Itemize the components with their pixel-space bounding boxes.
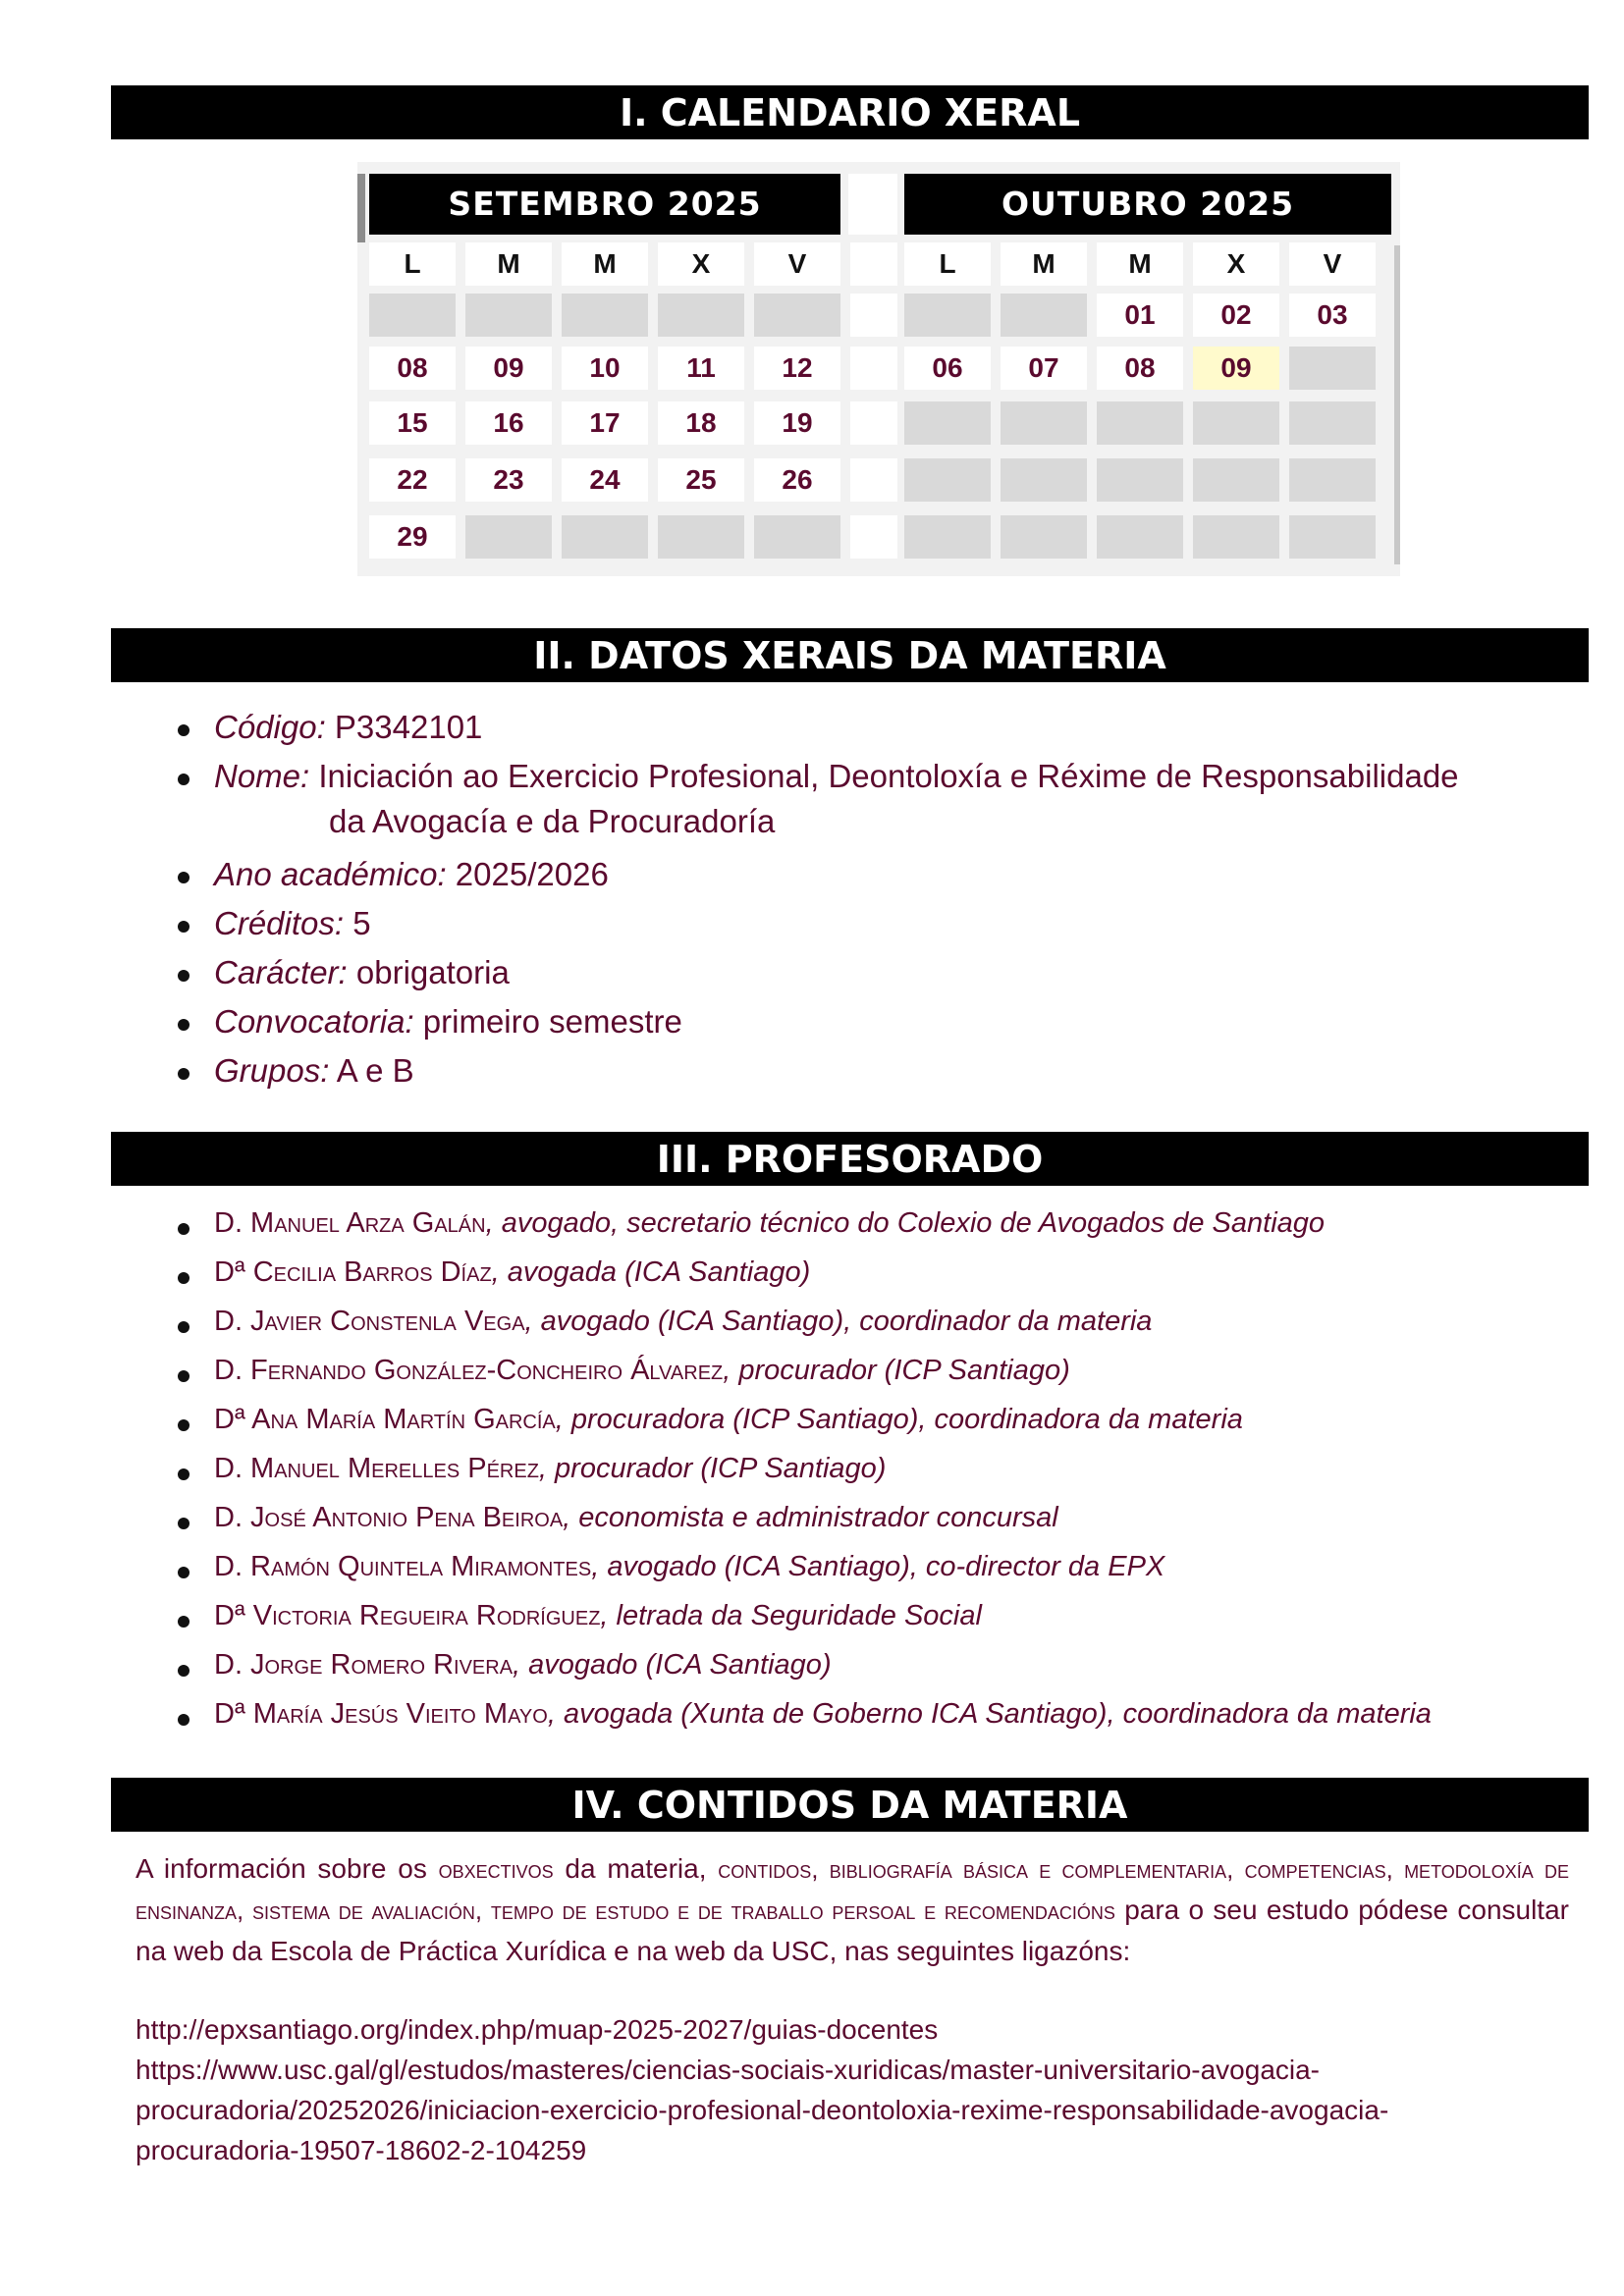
calendar-weekday-header: M [1097,242,1183,286]
profesor-role: , avogado (ICA Santiago), coordinador da materia [524,1306,1153,1337]
calendar-weekday-header: M [465,242,552,286]
profesor-role: , procuradora (ICP Santiago), coordinadora da materia [555,1404,1243,1435]
calendar-gap-cell [850,347,897,390]
datos-convocatoria: Convocatoria: primeiro semestre [214,1003,682,1040]
section-title-datos: II. DATOS XERAIS DA MATERIA [111,628,1589,682]
datos-grupos: Grupos: A e B [214,1052,414,1089]
profesor-item [214,1600,982,1632]
calendar-empty-cell [562,294,648,337]
calendar-weekday-header: V [1289,242,1376,286]
calendar-month-title-setembro: SETEMBRO 2025 [369,174,840,235]
calendar-empty-cell [1001,515,1087,559]
calendar-day: 19 [754,401,840,445]
profesor-name: D. Ramón Quintela Miramontes [214,1551,592,1582]
calendar-day: 15 [369,401,456,445]
calendar-day: 10 [562,347,648,390]
profesor-name: D. José Antonio Pena Beiroa [214,1502,564,1533]
calendar-day: 06 [904,347,991,390]
datos-caracter: Carácter: obrigatoria [214,954,510,990]
bullet-icon [178,1468,189,1480]
calendar-weekday-header: M [562,242,648,286]
profesor-name: Dª Ana María Martín García [214,1404,556,1435]
profesor-role: , procurador (ICP Santiago) [723,1355,1070,1386]
bullet-icon [178,921,189,933]
calendar-empty-cell [465,515,552,559]
link-usc-line2[interactable]: procuradoria/20252026/iniciacion-exercicio-profesional-deontoloxia-rexime-responsabilidade-avogacia- [135,2095,1389,2125]
calendar-empty-cell [1289,347,1376,390]
bullet-icon [178,1370,189,1382]
calendar-empty-cell [1001,401,1087,445]
calendar-empty-cell [1289,515,1376,559]
profesor-role: , avogada (ICA Santiago) [491,1256,811,1288]
calendar-weekday-header: L [904,242,991,286]
calendar-empty-cell [1193,515,1279,559]
profesor-item [214,1649,832,1682]
profesor-name: D. Jorge Romero Rivera [214,1649,514,1681]
calendar-day: 22 [369,458,456,502]
profesor-item [214,1355,1070,1387]
calendar-weekday-header: M [1001,242,1087,286]
calendar-edge [1394,245,1400,564]
calendar-day: 25 [658,458,744,502]
datos-creditos: Créditos: 5 [214,905,371,941]
section-title-calendario: I. CALENDARIO XERAL [111,85,1589,139]
calendar-day: 16 [465,401,552,445]
calendar-day: 26 [754,458,840,502]
section-title-profesorado: III. PROFESORADO [111,1132,1589,1186]
bullet-icon [178,774,189,785]
calendar-weekday-header: X [658,242,744,286]
bullet-icon [178,1419,189,1431]
calendar [357,162,1400,576]
calendar-empty-cell [904,401,991,445]
calendar-empty-cell [1001,458,1087,502]
bullet-icon [178,1714,189,1726]
calendar-empty-cell [754,515,840,559]
profesor-item [214,1453,886,1485]
calendar-empty-cell [1097,401,1183,445]
calendar-day: 02 [1193,294,1279,337]
section-title-contidos: IV. CONTIDOS DA MATERIA [111,1778,1589,1832]
profesor-item [214,1207,1325,1240]
profesor-item [214,1306,1152,1338]
link-usc-line3[interactable]: procuradoria-19507-18602-2-104259 [135,2135,587,2165]
profesor-item [214,1404,1243,1436]
calendar-day: 29 [369,515,456,559]
profesor-item [214,1551,1164,1583]
profesor-role: , avogada (Xunta de Goberno ICA Santiago), coordinadora da materia [547,1698,1432,1730]
calendar-empty-cell [754,294,840,337]
calendar-day: 09 [465,347,552,390]
calendar-empty-cell [1193,401,1279,445]
contidos-paragraph: A información sobre os obxectivos da materia, contidos, bibliografía básica e complementaria, competencias, metodoloxía de ensinanza, sistema de avaliación, tempo de estudo e de traballo persoal e recomendacións para o seu estudo pódese consultar na web da Escola de Práctica Xurídica e na web da USC, nas seguintes ligazóns: [135,1853,1569,1966]
calendar-weekday-header: V [754,242,840,286]
profesor-item [214,1502,1058,1534]
calendar-empty-cell [904,458,991,502]
calendar-empty-cell [1001,294,1087,337]
profesor-name: D. Manuel Merelles Pérez [214,1453,539,1484]
profesor-role: , avogado (ICA Santiago), co-director da EPX [591,1551,1165,1582]
bullet-icon [178,1321,189,1333]
calendar-weekday-header: X [1193,242,1279,286]
calendar-empty-cell [1289,401,1376,445]
bullet-icon [178,724,189,736]
calendar-weekday-header: L [369,242,456,286]
profesor-item [214,1256,810,1289]
profesor-name: Dª María Jesús Vieito Mayo [214,1698,548,1730]
profesor-name: D. Manuel Arza Galán [214,1207,486,1239]
calendar-day: 08 [369,347,456,390]
bullet-icon [178,1518,189,1529]
bullet-icon [178,1567,189,1578]
bullet-icon [178,1223,189,1235]
calendar-empty-cell [1193,458,1279,502]
profesor-role: , procurador (ICP Santiago) [538,1453,887,1484]
calendar-empty-cell [1289,458,1376,502]
bullet-icon [178,1068,189,1080]
datos-nome: Nome: Iniciación ao Exercicio Profesional, Deontoloxía e Réxime de Responsabilidade [214,758,1459,794]
profesor-role: , avogado, secretario técnico do Colexio de Avogados de Santiago [485,1207,1326,1239]
profesor-role: , avogado (ICA Santiago) [513,1649,832,1681]
datos-ano: Ano académico: 2025/2026 [214,856,609,892]
calendar-empty-cell [1097,458,1183,502]
bullet-icon [178,970,189,982]
calendar-empty-cell [465,294,552,337]
bullet-icon [178,1616,189,1628]
calendar-day: 09 [1193,347,1279,390]
bullet-icon [178,872,189,883]
bullet-icon [178,1019,189,1031]
datos-nome-line2: da Avogacía e da Procuradoría [329,803,776,839]
calendar-day: 12 [754,347,840,390]
calendar-day: 03 [1289,294,1376,337]
datos-codigo: Código: P3342101 [214,709,483,745]
calendar-gap-cell [850,458,897,502]
calendar-month-title-outubro: OUTUBRO 2025 [904,174,1391,235]
calendar-day: 24 [562,458,648,502]
calendar-day: 01 [1097,294,1183,337]
calendar-empty-cell [658,294,744,337]
profesor-item [214,1698,1432,1731]
calendar-empty-cell [369,294,456,337]
calendar-day: 11 [658,347,744,390]
calendar-gap-cell [850,294,897,337]
bullet-icon [178,1665,189,1677]
profesor-name: D. Javier Constenla Vega [214,1306,525,1337]
profesor-name: Dª Cecilia Barros Díaz [214,1256,492,1288]
profesor-name: Dª Victoria Regueira Rodríguez [214,1600,601,1631]
calendar-day: 18 [658,401,744,445]
calendar-empty-cell [562,515,648,559]
calendar-gap-cell [850,242,897,286]
calendar-day: 23 [465,458,552,502]
profesor-role: , economista e administrador concursal [563,1502,1058,1533]
calendar-day: 17 [562,401,648,445]
link-usc-line1[interactable]: https://www.usc.gal/gl/estudos/masteres/ciencias-sociais-xuridicas/master-universitario-avogacia- [135,2055,1321,2085]
calendar-gap-cell [850,401,897,445]
calendar-gap [848,174,897,235]
calendar-day: 08 [1097,347,1183,390]
calendar-empty-cell [904,294,991,337]
bullet-icon [178,1272,189,1284]
calendar-gap-cell [850,515,897,559]
calendar-day: 07 [1001,347,1087,390]
calendar-empty-cell [1097,515,1183,559]
profesor-name: D. Fernando González-Concheiro Álvarez [214,1355,724,1386]
calendar-empty-cell [904,515,991,559]
calendar-empty-cell [658,515,744,559]
profesor-role: , letrada da Seguridade Social [600,1600,982,1631]
link-epx-guias[interactable]: http://epxsantiago.org/index.php/muap-2025-2027/guias-docentes [135,2014,939,2045]
calendar-edge [357,174,365,242]
